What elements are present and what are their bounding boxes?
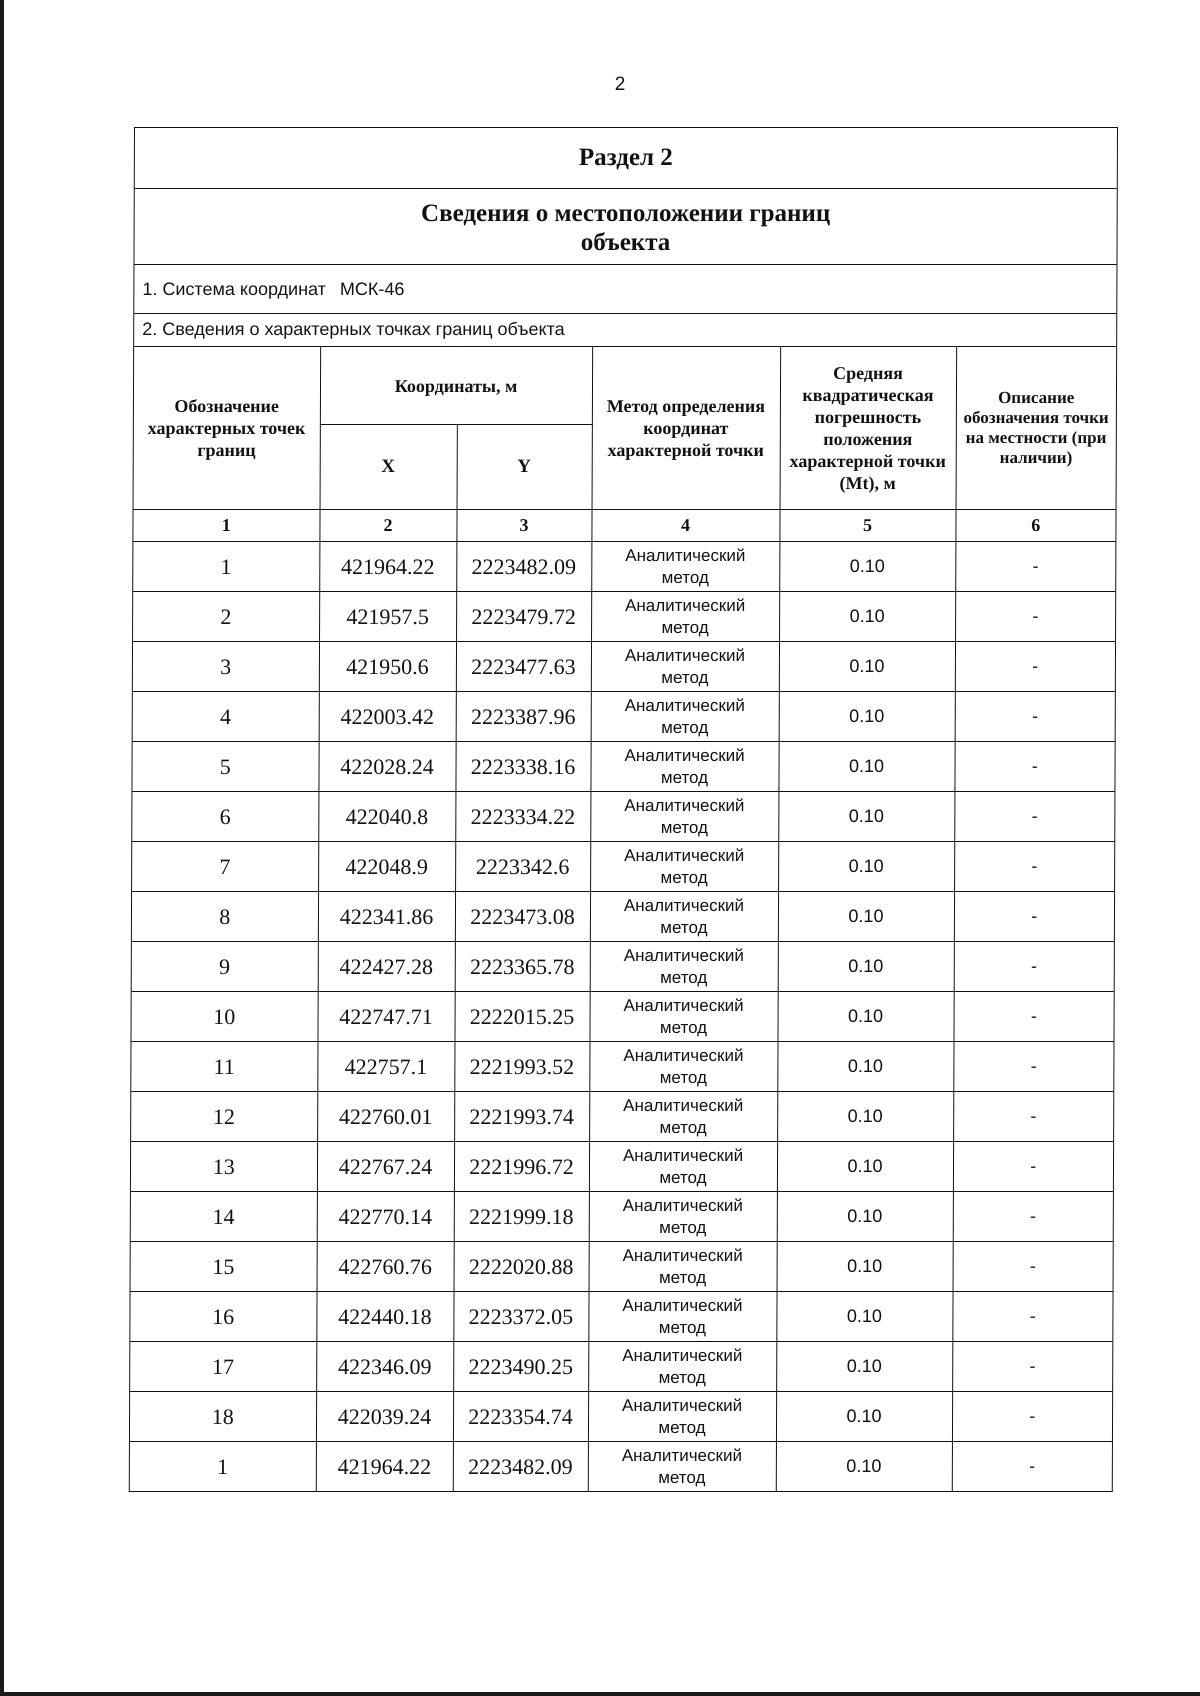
- table-body: [130, 542, 1116, 1492]
- description-cell: -: [954, 892, 1114, 942]
- error-cell: 0.10: [779, 642, 955, 692]
- description-cell: -: [955, 542, 1115, 592]
- error-cell: 0.10: [778, 842, 954, 892]
- error-cell: 0.10: [777, 1242, 953, 1292]
- method-cell: [589, 1092, 777, 1142]
- method-line-2: метод: [658, 1267, 707, 1287]
- method-cell: [588, 1292, 776, 1342]
- column-number: 5: [779, 510, 955, 542]
- y-coordinate-cell: 2223490.25: [453, 1342, 588, 1392]
- x-coordinate-cell: 422048.9: [318, 842, 455, 892]
- x-coordinate-cell: 422770.14: [317, 1192, 454, 1242]
- x-coordinate-cell: 422003.42: [319, 692, 456, 742]
- method-line-2: метод: [659, 1017, 708, 1037]
- table-row: [132, 792, 1114, 842]
- coordinate-system-value: МСК-46: [339, 279, 405, 299]
- x-coordinate-cell: 422427.28: [318, 942, 455, 992]
- table-row: [130, 1442, 1112, 1492]
- table-row: [131, 1042, 1113, 1092]
- table-row: [131, 1242, 1113, 1292]
- error-cell: 0.10: [778, 892, 954, 942]
- method-line-2: метод: [658, 1367, 706, 1387]
- header-error: Средняя квадратическая погрешность положения характерной точки (Mt), м: [780, 347, 957, 510]
- table-row: [130, 1292, 1112, 1342]
- point-number-cell: 8: [132, 892, 318, 942]
- description-cell: -: [953, 1192, 1113, 1242]
- column-number: 1: [133, 510, 319, 542]
- point-number-cell: 6: [132, 792, 318, 842]
- method-line-1: Аналитический: [624, 745, 745, 765]
- method-line-2: метод: [659, 1067, 707, 1087]
- description-cell: -: [952, 1442, 1112, 1492]
- method-line-1: Аналитический: [621, 1445, 742, 1465]
- y-coordinate-cell: 2221999.18: [454, 1192, 589, 1242]
- method-cell: [589, 1242, 777, 1292]
- point-number-cell: 15: [131, 1242, 317, 1292]
- x-coordinate-cell: 422440.18: [316, 1292, 453, 1342]
- x-coordinate-cell: 421964.22: [316, 1442, 453, 1492]
- method-cell: [591, 642, 779, 692]
- method-line-1: Аналитический: [624, 795, 745, 815]
- point-number-cell: 4: [133, 692, 319, 742]
- column-number: 6: [955, 510, 1115, 542]
- table-row: [130, 1392, 1112, 1442]
- method-cell: [591, 592, 779, 642]
- y-coordinate-cell: 2222015.25: [454, 992, 589, 1042]
- method-line-1: Аналитический: [623, 945, 744, 965]
- method-line-1: Аналитический: [623, 895, 745, 915]
- y-coordinate-cell: 2223482.09: [456, 542, 591, 592]
- method-line-1: Аналитический: [625, 545, 746, 565]
- column-number: 4: [591, 510, 779, 542]
- coordinate-system-label: 1. Система координат: [142, 279, 326, 299]
- method-line-1: Аналитический: [623, 1095, 744, 1115]
- column-number: 2: [319, 510, 456, 542]
- section-title: Раздел 2: [135, 128, 1117, 189]
- point-number-cell: 14: [131, 1192, 317, 1242]
- error-cell: 0.10: [777, 1192, 953, 1242]
- y-coordinate-cell: 2223372.05: [453, 1292, 588, 1342]
- error-cell: 0.10: [776, 1442, 952, 1492]
- x-coordinate-cell: 422767.24: [317, 1142, 454, 1192]
- method-cell: [589, 1142, 777, 1192]
- y-coordinate-cell: 2223479.72: [456, 592, 591, 642]
- x-coordinate-cell: 422341.86: [318, 892, 455, 942]
- document-sheet: [129, 127, 1118, 1492]
- method-line-2: метод: [661, 617, 709, 637]
- error-cell: 0.10: [779, 592, 955, 642]
- method-cell: [589, 1042, 777, 1092]
- x-coordinate-cell: 422757.1: [317, 1042, 454, 1092]
- table-row: [133, 692, 1115, 742]
- point-number-cell: 11: [131, 1042, 317, 1092]
- point-number-cell: 17: [130, 1342, 316, 1392]
- y-coordinate-cell: 2221993.52: [454, 1042, 589, 1092]
- method-cell: [591, 542, 779, 592]
- error-cell: 0.10: [778, 792, 954, 842]
- table-row: [130, 1342, 1112, 1392]
- method-line-2: метод: [661, 567, 709, 587]
- boundary-points-table: [130, 346, 1116, 1491]
- point-number-cell: 7: [132, 842, 318, 892]
- point-number-cell: 13: [131, 1142, 317, 1192]
- table-row: [133, 592, 1115, 642]
- table-row: [132, 842, 1114, 892]
- error-cell: 0.10: [776, 1342, 952, 1392]
- description-cell: -: [954, 842, 1114, 892]
- method-line-2: метод: [660, 817, 708, 837]
- description-cell: -: [953, 1042, 1113, 1092]
- header-designation: Обозначение характерных точек границ: [134, 347, 321, 510]
- column-number-row: [133, 510, 1115, 542]
- method-cell: [588, 1392, 776, 1442]
- method-line-1: Аналитический: [622, 1295, 743, 1315]
- method-line-1: Аналитический: [624, 645, 746, 665]
- table-row: [131, 1192, 1113, 1242]
- description-cell: -: [952, 1292, 1112, 1342]
- table-row: [131, 1142, 1113, 1192]
- x-coordinate-cell: 421964.22: [319, 542, 456, 592]
- method-line-1: Аналитический: [624, 845, 745, 865]
- method-line-1: Аналитический: [622, 1345, 743, 1365]
- point-number-cell: 16: [130, 1292, 316, 1342]
- method-line-2: метод: [659, 1167, 707, 1187]
- method-line-2: метод: [659, 1217, 707, 1237]
- points-heading: 2. Сведения о характерных точках границ объекта: [142, 319, 565, 339]
- method-cell: [590, 792, 778, 842]
- error-cell: 0.10: [776, 1392, 952, 1442]
- method-line-1: Аналитический: [622, 1145, 744, 1165]
- method-cell: [590, 892, 778, 942]
- description-cell: -: [952, 1392, 1112, 1442]
- error-cell: 0.10: [777, 1042, 953, 1092]
- error-cell: 0.10: [778, 942, 954, 992]
- x-coordinate-cell: 422040.8: [318, 792, 455, 842]
- method-cell: [590, 942, 778, 992]
- method-cell: [590, 742, 778, 792]
- table-row: [131, 1092, 1113, 1142]
- x-coordinate-cell: 422028.24: [318, 742, 455, 792]
- error-cell: 0.10: [776, 1292, 952, 1342]
- x-coordinate-cell: 422346.09: [316, 1342, 453, 1392]
- point-number-cell: 9: [132, 942, 318, 992]
- description-cell: -: [954, 942, 1114, 992]
- point-number-cell: 5: [132, 742, 318, 792]
- method-cell: [589, 992, 777, 1042]
- coordinate-system-line: [134, 265, 1116, 314]
- header-method: Метод определения координат характерной точки: [592, 347, 781, 510]
- table-row: [133, 542, 1115, 592]
- table-row: [131, 992, 1113, 1042]
- y-coordinate-cell: 2223342.6: [455, 842, 590, 892]
- error-cell: 0.10: [777, 992, 953, 1042]
- method-cell: [588, 1442, 776, 1492]
- y-coordinate-cell: 2223473.08: [455, 892, 590, 942]
- error-cell: 0.10: [779, 692, 955, 742]
- description-cell: -: [955, 642, 1115, 692]
- method-line-2: метод: [660, 767, 709, 787]
- y-coordinate-cell: 2223365.78: [455, 942, 590, 992]
- method-line-2: метод: [658, 1417, 706, 1437]
- method-line-1: Аналитический: [623, 995, 744, 1015]
- y-coordinate-cell: 2221996.72: [454, 1142, 589, 1192]
- x-coordinate-cell: 422747.71: [317, 992, 454, 1042]
- header-description: Описание обозначения точки на местности (при наличии): [956, 347, 1117, 510]
- column-number: 3: [456, 510, 591, 542]
- description-cell: -: [954, 742, 1114, 792]
- method-cell: [590, 842, 778, 892]
- y-coordinate-cell: 2223477.63: [456, 642, 591, 692]
- x-coordinate-cell: 422760.76: [317, 1242, 454, 1292]
- description-cell: -: [955, 592, 1115, 642]
- method-line-1: Аналитический: [621, 1395, 743, 1415]
- point-number-cell: 1: [130, 1442, 316, 1492]
- description-cell: -: [952, 1342, 1112, 1392]
- scan-border-left: [0, 0, 4, 1696]
- x-coordinate-cell: 421950.6: [319, 642, 456, 692]
- x-coordinate-cell: 422039.24: [316, 1392, 453, 1442]
- method-line-1: Аналитический: [622, 1195, 743, 1215]
- x-coordinate-cell: 422760.01: [317, 1092, 454, 1142]
- section-subtitle: [134, 189, 1116, 265]
- subtitle-line-1: Сведения о местоположении границ: [421, 200, 831, 227]
- point-number-cell: 2: [133, 592, 319, 642]
- y-coordinate-cell: 2223334.22: [455, 792, 590, 842]
- y-coordinate-cell: 2223354.74: [453, 1392, 588, 1442]
- method-line-2: метод: [659, 1117, 707, 1137]
- table-row: [133, 642, 1115, 692]
- header-coordinates: Координаты, м: [320, 347, 592, 425]
- y-coordinate-cell: 2223338.16: [455, 742, 590, 792]
- header-y: Y: [457, 425, 592, 510]
- scan-border-bottom: [0, 1692, 1200, 1696]
- point-number-cell: 18: [130, 1392, 316, 1442]
- method-cell: [589, 1192, 777, 1242]
- point-number-cell: 12: [131, 1092, 317, 1142]
- point-number-cell: 3: [133, 642, 319, 692]
- method-line-2: метод: [660, 917, 708, 937]
- error-cell: 0.10: [778, 742, 954, 792]
- method-cell: [591, 692, 779, 742]
- method-line-1: Аналитический: [624, 695, 745, 715]
- method-line-2: метод: [660, 967, 708, 987]
- description-cell: -: [955, 692, 1115, 742]
- method-line-2: метод: [658, 1317, 707, 1337]
- y-coordinate-cell: 2223387.96: [456, 692, 591, 742]
- error-cell: 0.10: [777, 1142, 953, 1192]
- header-x: X: [320, 425, 457, 510]
- description-cell: -: [953, 1142, 1113, 1192]
- method-line-1: Аналитический: [622, 1245, 743, 1265]
- error-cell: 0.10: [779, 542, 955, 592]
- description-cell: -: [953, 992, 1113, 1042]
- subtitle-line-2: объекта: [580, 229, 671, 256]
- method-line-1: Аналитический: [623, 1045, 744, 1065]
- description-cell: -: [953, 1092, 1113, 1142]
- method-cell: [588, 1342, 776, 1392]
- table-row: [132, 942, 1114, 992]
- table-row: [132, 742, 1114, 792]
- method-line-2: метод: [661, 717, 709, 737]
- table-row: [132, 892, 1114, 942]
- description-cell: -: [953, 1242, 1113, 1292]
- method-line-2: метод: [658, 1467, 706, 1487]
- page-number: 2: [614, 74, 626, 95]
- error-cell: 0.10: [777, 1092, 953, 1142]
- method-line-1: Аналитический: [625, 595, 746, 615]
- x-coordinate-cell: 421957.5: [319, 592, 456, 642]
- method-line-2: метод: [660, 867, 708, 887]
- method-line-2: метод: [661, 667, 709, 687]
- description-cell: -: [954, 792, 1114, 842]
- point-number-cell: 1: [133, 542, 319, 592]
- point-number-cell: 10: [131, 992, 317, 1042]
- y-coordinate-cell: 2223482.09: [453, 1442, 588, 1492]
- y-coordinate-cell: 2222020.88: [454, 1242, 589, 1292]
- y-coordinate-cell: 2221993.74: [454, 1092, 589, 1142]
